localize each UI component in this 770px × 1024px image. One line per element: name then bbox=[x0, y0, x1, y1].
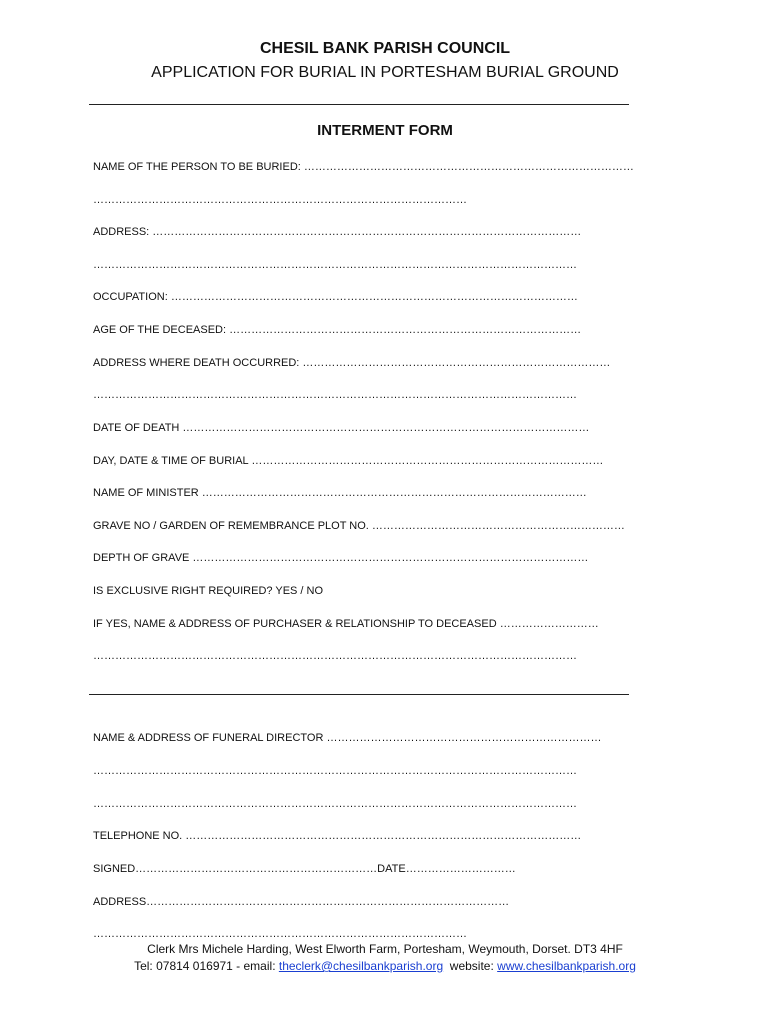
field-occupation[interactable]: OCCUPATION: ………………………………………………………………………………………………… bbox=[93, 291, 578, 303]
field-death-address[interactable]: ADDRESS WHERE DEATH OCCURRED: ………………………………………………………………………… bbox=[93, 357, 611, 369]
field-exclusive-right[interactable]: IS EXCLUSIVE RIGHT REQUIRED? YES / NO bbox=[93, 585, 324, 597]
field-signer-address[interactable]: ADDRESS……………………………………………………………………………………… bbox=[93, 896, 510, 908]
footer-tel: Tel: 07814 016971 - email: bbox=[134, 959, 279, 973]
header-divider bbox=[89, 104, 629, 105]
footer-website-link[interactable]: www.chesilbankparish.org bbox=[497, 959, 636, 973]
form-title: INTERMENT FORM bbox=[317, 122, 453, 139]
field-signer-address-continuation[interactable]: ………………………………………………………………………………………… bbox=[93, 928, 467, 940]
field-depth[interactable]: DEPTH OF GRAVE ……………………………………………………………………………………………… bbox=[93, 552, 589, 564]
field-burial-time[interactable]: DAY, DATE & TIME OF BURIAL …………………………………………………………………………………… bbox=[93, 455, 604, 467]
field-name-buried-continuation[interactable]: ………………………………………………………………………………………… bbox=[93, 194, 467, 206]
section-divider bbox=[89, 694, 629, 695]
field-address[interactable]: ADDRESS: ……………………………………………………………………………………………………… bbox=[93, 226, 582, 238]
field-telephone[interactable]: TELEPHONE NO. ……………………………………………………………………………………………… bbox=[93, 830, 582, 842]
field-age[interactable]: AGE OF THE DECEASED: …………………………………………………………………………………… bbox=[93, 324, 582, 336]
field-death-address-continuation[interactable]: …………………………………………………………………………………………………………………… bbox=[93, 389, 577, 401]
header-council-title: CHESIL BANK PARISH COUNCIL bbox=[259, 40, 511, 57]
footer-email-link[interactable]: theclerk@chesilbankparish.org bbox=[278, 959, 444, 973]
field-funeral-director[interactable]: NAME & ADDRESS OF FUNERAL DIRECTOR ………………………………………………………………… bbox=[93, 732, 602, 744]
field-funeral-director-continuation-2[interactable]: …………………………………………………………………………………………………………………… bbox=[93, 798, 577, 810]
field-purchaser[interactable]: IF YES, NAME & ADDRESS OF PURCHASER & RELATIONSHIP TO DECEASED ……………………… bbox=[93, 618, 599, 630]
field-funeral-director-continuation-1[interactable]: …………………………………………………………………………………………………………………… bbox=[93, 765, 577, 777]
field-address-continuation[interactable]: …………………………………………………………………………………………………………………… bbox=[93, 259, 577, 271]
field-grave-no[interactable]: GRAVE NO / GARDEN OF REMEMBRANCE PLOT NO. …………………………………………………………… bbox=[93, 520, 625, 532]
field-minister[interactable]: NAME OF MINISTER …………………………………………………………………………………………… bbox=[93, 487, 587, 499]
footer-website-label: website: bbox=[443, 959, 498, 973]
field-name-buried[interactable]: NAME OF THE PERSON TO BE BURIED: ……………………………………………………………………………… bbox=[93, 161, 634, 173]
footer-clerk: Clerk Mrs Michele Harding, West Elworth Farm, Portesham, Weymouth, Dorset. DT3 4HF bbox=[147, 942, 623, 956]
field-date-of-death[interactable]: DATE OF DEATH ………………………………………………………………………………………………… bbox=[93, 422, 590, 434]
footer-contact bbox=[0, 959, 770, 973]
header-application-title: APPLICATION FOR BURIAL IN PORTESHAM BURIAL GROUND bbox=[151, 64, 619, 81]
field-signed-date[interactable]: SIGNED…………………………………………………………DATE………………………… bbox=[93, 863, 516, 875]
field-purchaser-continuation[interactable]: …………………………………………………………………………………………………………………… bbox=[93, 650, 577, 662]
